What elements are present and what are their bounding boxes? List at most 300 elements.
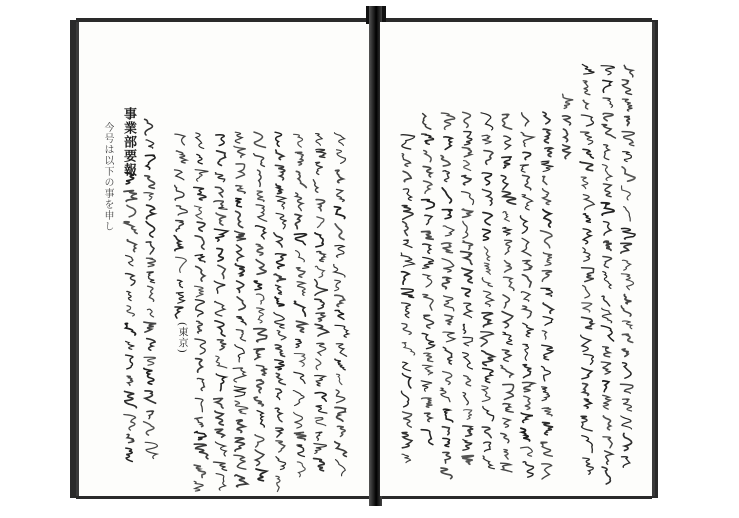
handwritten-glyph [335, 442, 347, 457]
left-handwritten-column [334, 133, 349, 476]
handwritten-glyph [503, 404, 513, 413]
handwritten-glyph [422, 333, 434, 348]
handwritten-glyph [235, 475, 247, 487]
handwritten-glyph [602, 125, 615, 139]
handwritten-glyph [543, 253, 552, 266]
handwritten-glyph [424, 181, 433, 193]
handwritten-glyph [442, 243, 453, 253]
right-page-handwriting [380, 22, 652, 496]
handwritten-glyph [256, 244, 263, 255]
handwritten-glyph [503, 418, 510, 427]
handwritten-glyph [235, 438, 245, 451]
handwritten-glyph [401, 253, 414, 267]
handwritten-glyph [125, 323, 135, 335]
handwritten-glyph [624, 295, 631, 304]
handwritten-glyph [622, 349, 629, 356]
handwritten-glyph [583, 384, 589, 396]
handwritten-glyph [603, 381, 609, 392]
handwritten-glyph [254, 397, 263, 406]
handwritten-glyph [144, 322, 156, 332]
handwritten-glyph [257, 411, 264, 428]
handwritten-glyph [523, 306, 532, 318]
handwritten-glyph [624, 65, 633, 77]
handwritten-glyph [236, 211, 243, 227]
handwritten-glyph [126, 255, 133, 266]
handwritten-glyph [581, 416, 592, 431]
handwritten-glyph [127, 376, 133, 385]
handwritten-glyph [463, 241, 472, 249]
handwritten-glyph [425, 215, 432, 224]
handwritten-glyph [127, 434, 134, 442]
handwritten-glyph [195, 432, 207, 440]
handwritten-glyph [603, 98, 613, 107]
handwritten-glyph [604, 241, 612, 250]
handwritten-glyph [482, 351, 494, 366]
handwritten-glyph [334, 133, 344, 146]
handwritten-glyph [144, 422, 154, 435]
handwritten-glyph [604, 222, 612, 236]
handwritten-glyph [482, 427, 491, 438]
handwritten-glyph [147, 272, 155, 283]
handwritten-glyph [256, 205, 267, 222]
handwritten-glyph [254, 154, 265, 167]
handwritten-glyph [482, 278, 492, 287]
handwritten-glyph [583, 100, 588, 109]
handwritten-glyph [258, 170, 262, 186]
handwritten-glyph [195, 300, 204, 317]
handwritten-glyph [336, 460, 346, 476]
handwritten-glyph [464, 410, 472, 420]
handwritten-glyph [622, 132, 634, 146]
handwritten-glyph [484, 247, 489, 261]
handwritten-glyph [217, 340, 226, 350]
handwritten-glyph [254, 281, 262, 290]
handwritten-glyph [335, 359, 345, 370]
handwritten-glyph [602, 467, 610, 484]
handwritten-glyph [176, 206, 187, 215]
handwritten-glyph [146, 242, 154, 254]
handwritten-glyph [336, 344, 346, 357]
handwritten-glyph [523, 365, 531, 378]
handwritten-glyph [195, 339, 206, 354]
handwritten-glyph [542, 464, 552, 479]
handwritten-glyph [563, 145, 570, 159]
handwritten-glyph [622, 260, 630, 270]
handwritten-glyph [545, 148, 552, 157]
handwritten-glyph [542, 345, 553, 360]
handwritten-glyph [314, 459, 325, 471]
handwritten-glyph [236, 186, 246, 194]
handwritten-glyph [501, 366, 513, 378]
handwritten-glyph [522, 275, 531, 287]
handwritten-glyph [401, 289, 413, 298]
right-handwritten-column [520, 113, 534, 477]
handwritten-glyph [402, 154, 410, 167]
handwritten-glyph [316, 134, 323, 146]
handwritten-glyph [145, 391, 156, 403]
right-handwritten-column [580, 64, 594, 474]
handwritten-glyph [622, 99, 632, 111]
handwritten-glyph [294, 412, 303, 428]
right-handwritten-column [441, 113, 455, 479]
handwritten-glyph [502, 157, 512, 168]
handwritten-glyph [462, 176, 471, 185]
handwritten-glyph [402, 374, 410, 388]
handwritten-glyph [403, 412, 412, 427]
handwritten-glyph [601, 203, 614, 215]
handwritten-glyph [521, 428, 530, 441]
handwritten-glyph [520, 216, 527, 233]
right-handwritten-column [541, 112, 554, 479]
handwritten-glyph [623, 152, 632, 162]
handwritten-glyph [502, 191, 515, 204]
handwritten-glyph [256, 260, 266, 275]
handwritten-glyph [337, 150, 346, 164]
handwritten-glyph [335, 224, 344, 240]
handwritten-glyph [444, 296, 454, 311]
handwritten-glyph [402, 303, 411, 318]
handwritten-glyph [522, 195, 532, 210]
handwritten-glyph [422, 200, 435, 209]
handwritten-glyph [195, 417, 203, 426]
handwritten-glyph [257, 380, 264, 393]
handwritten-glyph [621, 384, 633, 393]
handwritten-glyph [274, 312, 285, 328]
handwritten-glyph [276, 373, 285, 384]
handwritten-glyph [422, 398, 433, 407]
handwritten-glyph [582, 64, 594, 74]
handwritten-glyph [443, 371, 452, 384]
handwritten-glyph [423, 257, 434, 268]
handwritten-glyph [583, 81, 590, 95]
handwritten-glyph [176, 257, 187, 272]
handwritten-glyph [441, 388, 450, 402]
handwritten-glyph [335, 280, 341, 291]
right-handwritten-column [621, 65, 636, 467]
handwritten-glyph [503, 295, 509, 308]
handwritten-glyph [442, 427, 449, 435]
left-handwritten-column [124, 173, 137, 462]
handwritten-glyph [276, 184, 282, 194]
handwritten-glyph [214, 398, 223, 408]
handwritten-glyph [603, 437, 612, 448]
handwritten-glyph [402, 454, 411, 462]
handwritten-glyph [463, 221, 468, 238]
handwritten-glyph [402, 324, 411, 335]
handwritten-glyph [315, 392, 326, 401]
handwritten-glyph [294, 234, 306, 245]
handwritten-glyph [523, 344, 529, 360]
handwritten-glyph [483, 368, 493, 382]
handwritten-glyph [462, 268, 472, 283]
handwritten-glyph [444, 137, 452, 150]
handwritten-glyph [144, 357, 155, 365]
handwritten-glyph [195, 398, 203, 411]
left-handwritten-column [144, 119, 158, 458]
handwritten-glyph [543, 189, 552, 205]
handwritten-glyph [625, 116, 630, 125]
handwritten-glyph [127, 205, 136, 217]
handwritten-glyph [196, 359, 203, 373]
handwritten-glyph [237, 317, 246, 325]
handwritten-glyph [605, 451, 613, 464]
handwritten-glyph [623, 399, 632, 411]
handwritten-glyph [582, 436, 593, 453]
handwritten-glyph [443, 452, 451, 463]
handwritten-glyph [464, 303, 472, 317]
handwritten-glyph [541, 442, 552, 456]
handwritten-glyph [601, 66, 614, 75]
handwritten-glyph [257, 191, 264, 201]
handwritten-glyph [256, 365, 267, 375]
handwritten-glyph [335, 325, 349, 337]
handwritten-glyph [215, 411, 223, 425]
handwritten-glyph [126, 448, 133, 461]
handwritten-glyph [195, 236, 204, 249]
handwritten-glyph [445, 315, 453, 325]
handwritten-glyph [218, 265, 225, 278]
handwritten-glyph [194, 465, 205, 477]
handwritten-glyph [520, 165, 528, 172]
handwritten-glyph [541, 161, 553, 171]
handwritten-glyph [275, 360, 284, 370]
handwritten-glyph [603, 257, 612, 268]
handwritten-glyph [501, 463, 512, 472]
handwritten-glyph [463, 393, 468, 405]
handwritten-glyph [622, 186, 631, 200]
handwritten-glyph [297, 445, 304, 457]
handwritten-glyph [543, 129, 549, 143]
handwritten-glyph [582, 303, 592, 312]
handwritten-glyph [603, 184, 611, 197]
handwritten-glyph [622, 228, 636, 239]
handwritten-glyph [297, 268, 305, 277]
handwritten-glyph [297, 462, 305, 477]
handwritten-glyph [194, 206, 202, 219]
handwritten-glyph [442, 259, 454, 272]
handwritten-glyph [521, 132, 534, 146]
handwritten-glyph [194, 444, 208, 459]
handwritten-glyph [462, 148, 471, 157]
handwritten-glyph [175, 307, 183, 318]
handwritten-glyph [604, 145, 610, 160]
handwritten-glyph [254, 132, 265, 147]
handwritten-glyph [462, 456, 473, 465]
handwritten-glyph [315, 376, 326, 386]
handwritten-glyph [542, 271, 551, 282]
handwritten-glyph [126, 355, 133, 369]
handwritten-glyph [276, 254, 287, 269]
handwritten-glyph [464, 376, 471, 386]
handwritten-glyph [501, 433, 509, 442]
handwritten-glyph [483, 213, 492, 225]
handwritten-glyph [124, 191, 137, 202]
handwritten-glyph [423, 295, 433, 311]
left-handwritten-column [233, 132, 248, 487]
handwritten-glyph [582, 268, 594, 282]
handwritten-glyph [295, 214, 301, 228]
handwritten-glyph [543, 422, 554, 434]
handwritten-glyph [214, 281, 225, 293]
handwritten-glyph [234, 455, 246, 469]
handwritten-glyph [621, 306, 631, 316]
handwritten-glyph [276, 389, 282, 400]
handwritten-glyph [147, 411, 154, 419]
handwritten-glyph [542, 408, 552, 416]
left-handwritten-column [174, 134, 187, 318]
handwritten-glyph [176, 221, 184, 232]
handwritten-glyph [583, 149, 593, 158]
handwritten-glyph [521, 447, 533, 456]
handwritten-glyph [481, 332, 494, 347]
handwritten-glyph [295, 432, 306, 440]
handwritten-glyph [274, 274, 286, 281]
handwritten-glyph [316, 359, 321, 370]
handwritten-glyph [314, 444, 327, 454]
handwritten-glyph [196, 133, 204, 149]
handwritten-glyph [215, 321, 225, 336]
handwritten-glyph [503, 212, 509, 222]
handwritten-glyph [337, 374, 342, 384]
handwritten-glyph [126, 274, 135, 286]
handwritten-glyph [235, 264, 244, 276]
handwritten-glyph [146, 140, 154, 148]
handwritten-glyph [175, 134, 185, 145]
handwritten-glyph [197, 222, 205, 231]
handwritten-glyph [176, 292, 184, 303]
left-handwritten-column [194, 133, 209, 491]
handwritten-glyph [443, 438, 450, 446]
handwritten-glyph [523, 382, 535, 391]
handwritten-glyph [522, 113, 529, 126]
handwritten-glyph [502, 350, 511, 362]
handwritten-glyph [424, 151, 431, 162]
handwritten-glyph [127, 291, 131, 300]
handwritten-glyph [521, 413, 533, 423]
handwritten-glyph [276, 285, 282, 294]
handwritten-glyph [443, 332, 455, 342]
handwritten-glyph [144, 368, 154, 384]
handwritten-glyph [542, 331, 546, 339]
handwritten-glyph [583, 248, 590, 261]
handwritten-glyph [463, 353, 473, 369]
handwritten-glyph [462, 192, 474, 205]
handwritten-glyph [583, 458, 593, 474]
handwritten-glyph [464, 161, 471, 171]
handwritten-glyph [581, 115, 593, 126]
handwritten-glyph [503, 332, 512, 344]
handwritten-glyph [582, 317, 593, 329]
handwritten-glyph [581, 132, 593, 144]
handwritten-glyph [583, 195, 594, 210]
handwritten-glyph [257, 308, 264, 323]
handwritten-glyph [463, 440, 472, 451]
handwritten-glyph [484, 151, 493, 165]
handwritten-glyph [315, 324, 328, 336]
handwritten-glyph [146, 222, 154, 238]
handwritten-glyph [442, 210, 452, 219]
handwritten-glyph [214, 229, 227, 241]
handwritten-glyph [235, 401, 248, 414]
handwritten-glyph [621, 416, 632, 429]
left-page-margin-note: 今号は以下の事を申し [102, 122, 113, 232]
handwritten-glyph [543, 210, 551, 228]
handwritten-glyph [621, 243, 632, 253]
handwritten-glyph [523, 462, 533, 477]
handwritten-glyph [622, 334, 632, 342]
handwritten-glyph [316, 432, 322, 440]
handwritten-glyph [504, 277, 514, 290]
handwritten-glyph [235, 132, 242, 143]
handwritten-glyph [217, 151, 226, 166]
handwritten-glyph [316, 200, 324, 211]
handwritten-glyph [255, 450, 264, 466]
handwritten-glyph [274, 233, 283, 247]
handwritten-glyph [624, 207, 631, 221]
handwritten-glyph [403, 171, 411, 181]
handwritten-glyph [275, 345, 284, 357]
handwritten-glyph [522, 238, 531, 256]
handwritten-glyph [147, 339, 155, 351]
handwritten-glyph [481, 113, 493, 130]
handwritten-glyph [483, 456, 494, 469]
handwritten-glyph [214, 201, 227, 209]
handwritten-glyph [584, 354, 594, 364]
handwritten-glyph [482, 135, 491, 144]
handwritten-glyph [422, 134, 434, 144]
handwritten-glyph [194, 187, 206, 200]
handwritten-glyph [335, 245, 344, 257]
handwritten-glyph [543, 303, 553, 313]
handwritten-glyph [503, 227, 511, 235]
handwritten-glyph [147, 258, 156, 266]
handwritten-glyph [603, 416, 610, 430]
right-handwritten-column [481, 113, 495, 469]
handwritten-glyph [423, 114, 431, 130]
handwritten-glyph [403, 189, 411, 201]
handwritten-glyph [316, 162, 323, 174]
handwritten-glyph [277, 331, 286, 340]
handwritten-glyph [316, 149, 326, 157]
handwritten-glyph [483, 291, 493, 306]
handwritten-glyph [145, 176, 155, 189]
handwritten-glyph [315, 266, 324, 277]
handwritten-glyph [502, 312, 513, 328]
handwritten-glyph [421, 430, 433, 445]
handwritten-glyph [603, 113, 613, 120]
handwritten-glyph [276, 457, 286, 470]
handwritten-glyph [402, 432, 412, 448]
handwritten-glyph [275, 408, 282, 422]
handwritten-glyph [580, 162, 593, 171]
handwritten-glyph [483, 229, 491, 240]
handwritten-glyph [276, 150, 284, 159]
handwritten-glyph [424, 353, 433, 361]
handwritten-glyph [542, 366, 551, 381]
handwritten-glyph [421, 381, 432, 391]
left-page-bracket-note: (東京) [176, 322, 187, 354]
handwritten-glyph [521, 292, 530, 301]
handwritten-glyph [603, 80, 612, 92]
handwritten-glyph [401, 391, 408, 407]
handwritten-glyph [541, 288, 552, 296]
handwritten-glyph [603, 272, 611, 289]
handwritten-glyph [256, 469, 267, 481]
handwritten-glyph [196, 266, 205, 281]
handwritten-glyph [603, 347, 610, 357]
handwritten-glyph [316, 406, 327, 413]
handwritten-glyph [275, 132, 281, 146]
